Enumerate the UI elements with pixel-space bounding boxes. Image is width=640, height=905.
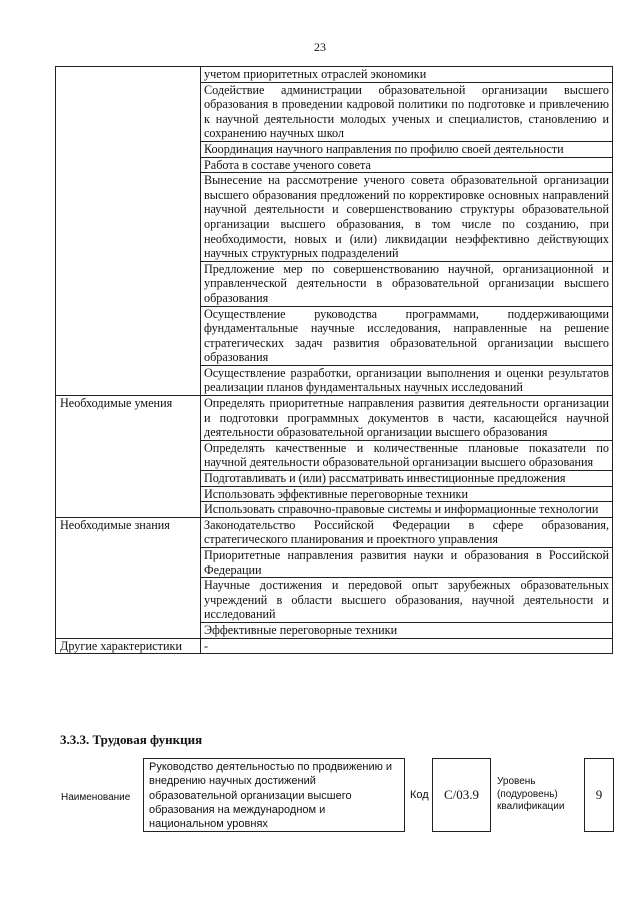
qualification-level-box: 9 [584, 758, 614, 832]
function-code-box: C/03.9 [432, 758, 491, 832]
section-item: Вынесение на рассмотрение ученого совета образовательной организации высшего образования предложений по корректировке основных направлений научной деятельности и совершенствованию структуры образовательной организации высшего образования, в том числе по созданию, при необходимости, новых и (или) ликвидации неэффективно действующих научных структурных подразделений [201, 173, 613, 262]
section-label [56, 67, 201, 396]
section-label: Необходимые умения [56, 396, 201, 518]
section-item: Работа в составе ученого совета [201, 157, 613, 173]
function-name-label: Наименование [61, 792, 131, 803]
section-label: Другие характеристики [56, 638, 201, 654]
section-item: Осуществление руководства программами, поддерживающими фундаментальные научные исследования, направленные на решение стратегических задач развития образовательной организации высшего образования [201, 306, 613, 365]
section-item: Осуществление разработки, организации выполнения и оценки результатов реализации планов фундаментальных научных исследований [201, 365, 613, 395]
section-item: Эффективные переговорные техники [201, 622, 613, 638]
section-item: учетом приоритетных отраслей экономики [201, 67, 613, 83]
section-item: - [201, 638, 613, 654]
section-item: Научные достижения и передовой опыт зарубежных образовательных учреждений в области высшего образования, научной деятельности и исследований [201, 578, 613, 623]
section-item: Использовать справочно-правовые системы и информационные технологии [201, 502, 613, 518]
section-item: Предложение мер по совершенствованию научной, организационной и управленческой деятельности в образовательной организации высшего образования [201, 261, 613, 306]
function-name-box: Руководство деятельностью по продвижению и внедрению научных достижений образовательной организации высшего образования на международном и национальном уровнях [143, 758, 405, 832]
section-item: Координация научного направления по профилю своей деятельности [201, 141, 613, 157]
section-item: Приоритетные направления развития науки и образования в Российской Федерации [201, 548, 613, 578]
section-item: Подготавливать и (или) рассматривать инвестиционные предложения [201, 471, 613, 487]
function-code-label: Код [410, 789, 429, 801]
competency-table [55, 66, 613, 654]
page-number: 23 [314, 40, 326, 54]
table-row [56, 396, 613, 441]
table-row [56, 517, 613, 547]
section-label: Необходимые знания [56, 517, 201, 638]
qualification-level-label: Уровень (подуровень) квалификации [497, 776, 565, 812]
table-row [56, 638, 613, 654]
section-item: Использовать эффективные переговорные техники [201, 486, 613, 502]
section-item: Определять качественные и количественные плановые показатели по научной деятельности образовательной организации высшего образования [201, 440, 613, 470]
section-heading: 3.3.3. Трудовая функция [60, 732, 203, 747]
section-item: Содействие администрации образовательной организации высшего образования в проведении кадровой политики по подготовке и привлечению к научной деятельности молодых ученых и специалистов, становлению и сохранению научных школ [201, 82, 613, 141]
section-item: Законодательство Российской Федерации в сфере образования, стратегического планирования и проектного управления [201, 517, 613, 547]
table-row [56, 67, 613, 83]
section-item: Определять приоритетные направления развития деятельности организации и подготовки программных документов в части, касающейся научной деятельности образовательной организации высшего образования [201, 396, 613, 441]
